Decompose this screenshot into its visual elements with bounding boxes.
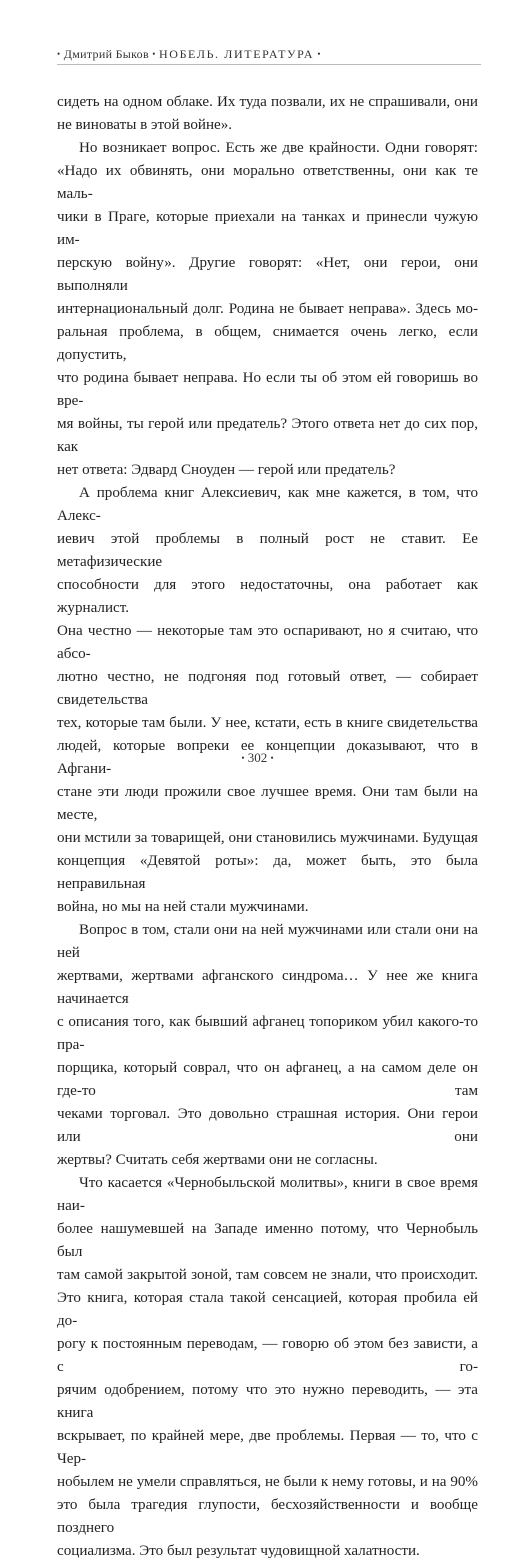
- text-line: «Надо их обвинять, они морально ответственны, они как те маль-: [57, 163, 478, 202]
- text-line: что родина бывает неправа. Но если ты об этом ей говоришь во вре-: [57, 370, 478, 409]
- text-line: Это книга, которая стала такой сенсацией, которая пробила ей до-: [57, 1290, 478, 1329]
- text-line: нобылем не умели справляться, не были к нему готовы, и на 90%: [57, 1474, 478, 1490]
- paragraph: [57, 919, 478, 1172]
- footer-bullet-right: •: [270, 753, 274, 763]
- text-line: ральная проблема, в общем, снимается очень легко, если допустить,: [57, 324, 478, 363]
- text-line: социализма. Это был результат чудовищной халатности.: [57, 1543, 420, 1559]
- text-line: перскую войну». Другие говорят: «Нет, они герои, они выполняли: [57, 255, 478, 294]
- text-line: людей, которые вопреки ее концепции доказывают, что в Афгани-: [57, 738, 478, 777]
- text-line: тех, которые там были. У нее, кстати, есть в книге свидетельства: [57, 715, 478, 731]
- header-bullet-left: •: [57, 49, 61, 59]
- body-text: [57, 91, 478, 1563]
- text-line: чеками торговал. Это довольно страшная история. Они герои или они: [57, 1106, 478, 1145]
- text-line: лютно честно, не подгоняя под готовый ответ, — собирает свидетельства: [57, 669, 478, 708]
- text-line: Вопрос в том, стали они на ней мужчинами или стали они на ней: [57, 922, 478, 961]
- header-rule: [57, 64, 481, 65]
- text-line: война, но мы на ней стали мужчинами.: [57, 899, 309, 915]
- page-number-footer: [0, 750, 515, 766]
- text-line: рячим одобрением, потому что это нужно переводить, — эта книга: [57, 1382, 478, 1421]
- text-line: жертвами, жертвами афганского синдрома… У нее же книга начинается: [57, 968, 478, 1007]
- text-line: более нашумевшей на Западе именно потому, что Чернобыль был: [57, 1221, 478, 1260]
- text-line: жертвы? Считать себя жертвами они не согласны.: [57, 1152, 378, 1168]
- paragraph: [57, 1172, 478, 1563]
- text-line: сидеть на одном облаке. Их туда позвали, их не спрашивали, они: [57, 94, 478, 110]
- text-line: Что касается «Чернобыльской молитвы», книги в свое время наи-: [57, 1175, 478, 1214]
- paragraph: [57, 482, 478, 919]
- text-line: вскрывает, по крайней мере, две проблемы. Первая — то, что с Чер-: [57, 1428, 478, 1467]
- text-line: стане эти люди прожили свое лучшее время. Они там были на месте,: [57, 784, 478, 823]
- text-line: рогу к постоянным переводам, — говорю об этом без зависти, а с го-: [57, 1336, 478, 1375]
- text-line: там самой закрытой зоной, там совсем не знали, что происходит.: [57, 1267, 478, 1283]
- text-line: порщика, который соврал, что он афганец, а на самом деле он где-то там: [57, 1060, 478, 1099]
- text-line: мя войны, ты герой или предатель? Этого ответа нет до сих пор, как: [57, 416, 478, 455]
- paragraph: [57, 91, 478, 137]
- text-line: не виноваты в этой войне».: [57, 117, 233, 133]
- text-line: иевич этой проблемы в полный рост не ставит. Ее метафизические: [57, 531, 478, 570]
- page-number: 302: [247, 750, 268, 765]
- text-line: Она честно — некоторые там это оспаривают, но я считаю, что абсо-: [57, 623, 478, 662]
- header-bullet-mid: •: [152, 49, 156, 59]
- header-bullet-right: •: [317, 49, 321, 59]
- text-line: они мстили за товарищей, они становились мужчинами. Будущая: [57, 830, 478, 846]
- header-author: Дмитрий Быков: [63, 47, 149, 61]
- text-line: А проблема книг Алексиевич, как мне кажется, в том, что Алекс-: [57, 485, 478, 524]
- text-line: нет ответа: Эдвард Сноуден — герой или предатель?: [57, 462, 396, 478]
- text-line: способности для этого недостаточны, она работает как журналист.: [57, 577, 478, 616]
- text-line: концепция «Девятой роты»: да, может быть, это была неправильная: [57, 853, 478, 892]
- running-head: [57, 47, 321, 62]
- header-series-title: НОБЕЛЬ. ЛИТЕРАТУРА: [159, 47, 315, 61]
- text-line: это была трагедия глупости, бесхозяйственности и вообще позднего: [57, 1497, 478, 1536]
- text-line: интернациональный долг. Родина не бывает неправа». Здесь мо-: [57, 301, 478, 317]
- footer-bullet-left: •: [241, 753, 245, 763]
- text-line: с описания того, как бывший афганец топориком убил какого-то пра-: [57, 1014, 478, 1053]
- text-line: чики в Праге, которые приехали на танках и принесли чужую им-: [57, 209, 478, 248]
- text-line: Но возникает вопрос. Есть же две крайности. Одни говорят:: [79, 140, 478, 156]
- paragraph: [57, 137, 478, 482]
